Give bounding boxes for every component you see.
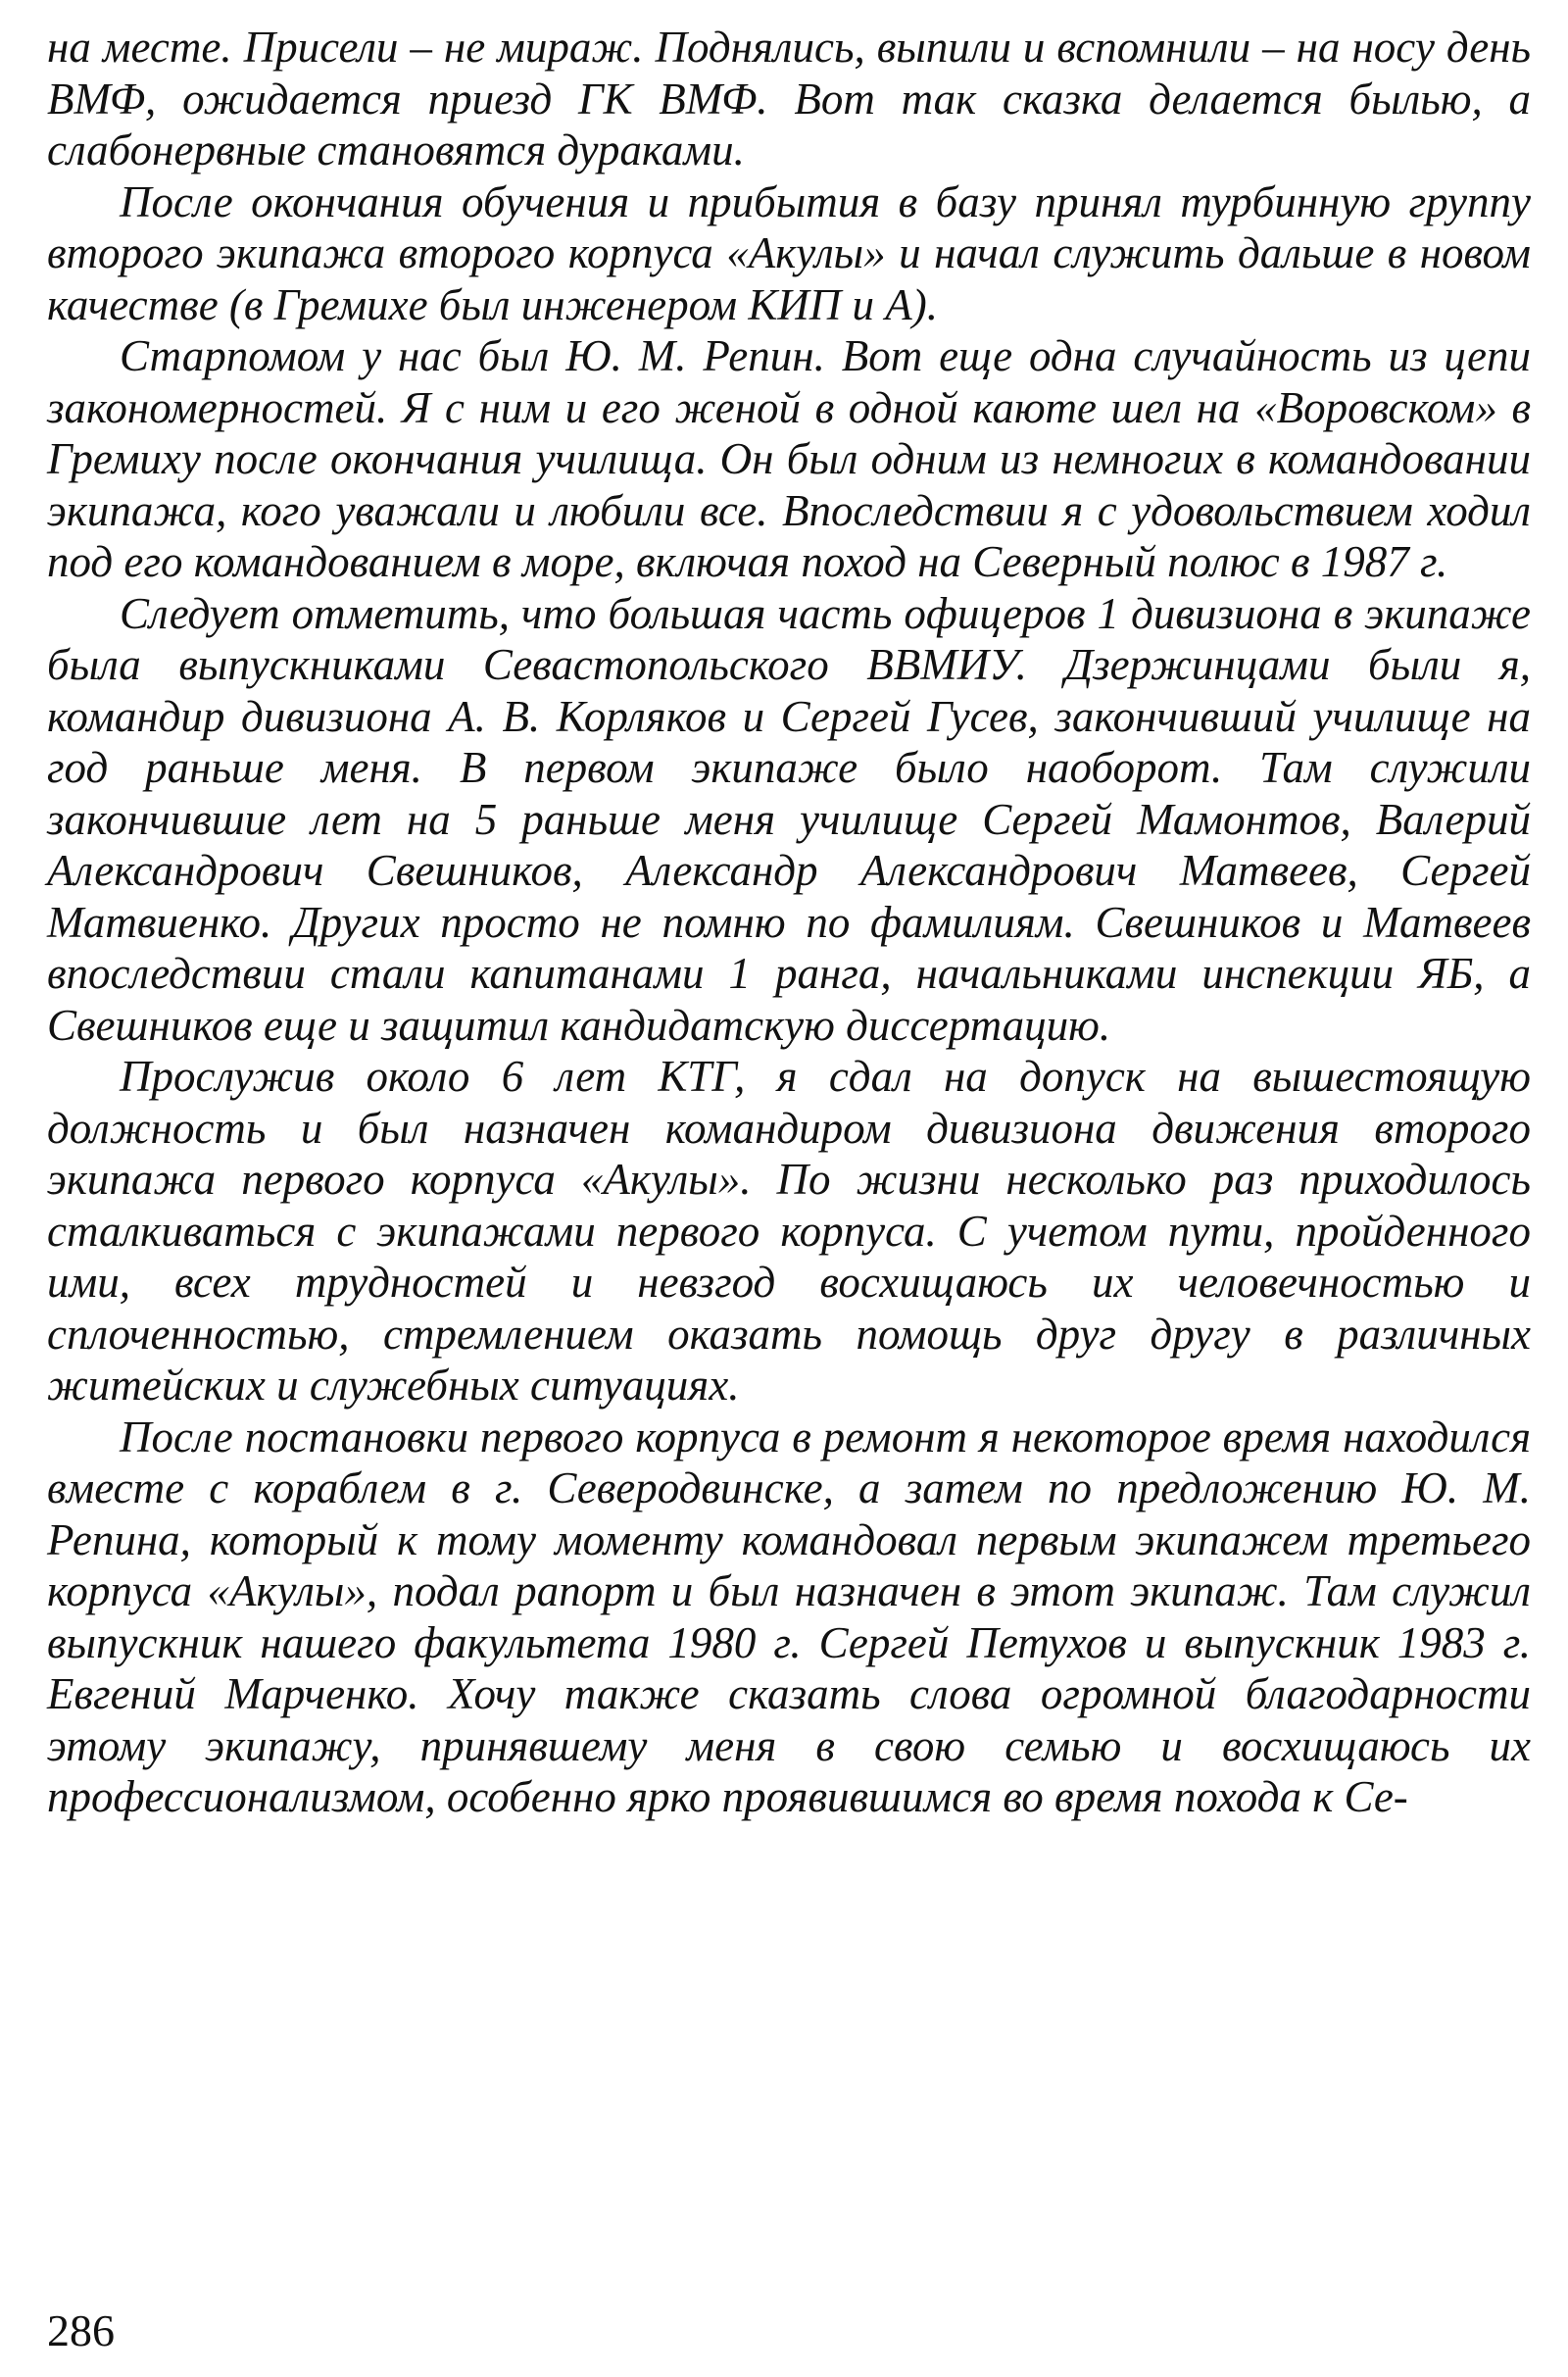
paragraph-promotion: Прослужив около 6 лет КТГ, я сдал на допуск на вышестоящую должность и был назначен командиром дивизиона движения второго экипажа первого корпуса «Акулы». По жизни несколько раз приходилось сталкиваться с экипажами первого корпуса. С учетом пути, пройденного ими, всех трудностей и невзгод восхищаюсь их человечностью и сплоченностью, стремлением оказать помощь друг другу в различных житейских и служебных ситуациях. <box>47 1052 1531 1410</box>
book-page <box>47 22 1531 2354</box>
page-number: 286 <box>47 2305 115 2355</box>
paragraph-officers: Следует отметить, что большая часть офицеров 1 дивизиона в экипаже была выпускниками Севастопольского ВВМИУ. Дзержинцами были я, командир дивизиона А. В. Корляков и Сергей Гусев, закончивший училище на год раньше меня. В первом экипаже было наоборот. Там служили закончившие лет на 5 раньше меня училище Сергей Мамонтов, Валерий Александрович Свешников, Александр Александрович Матвеев, Сергей Матвиенко. Других просто не помню по фамилиям. Свешников и Матвеев впоследствии стали капитанами 1 ранга, начальниками инспекции ЯБ, а Свешников еще и защитил кандидатскую диссертацию. <box>47 588 1531 1050</box>
paragraph-repin: Старпомом у нас был Ю. М. Репин. Вот еще одна случайность из цепи закономерностей. Я с ним и его женой в одной каюте шел на «Воровском» в Гремиху после окончания училища. Он был одним из немногих в командовании экипажа, кого уважали и любили все. Впоследствии я с удовольствием ходил под его командованием в море, включая поход на Северный полюс в 1987 г. <box>47 331 1531 586</box>
paragraph-training: После окончания обучения и прибытия в базу принял турбинную группу второго экипажа второго корпуса «Акулы» и начал служить дальше в новом качестве (в Гремихе был инженером КИП и А). <box>47 176 1531 329</box>
paragraph-continuation: на месте. Присели – не мираж. Поднялись, выпили и вспомнили – на носу день ВМФ, ожидается приезд ГК ВМФ. Вот так сказка делается былью, а слабонервные становятся дураками. <box>47 23 1531 174</box>
paragraph-transfer: После постановки первого корпуса в ремонт я некоторое время находился вместе с кораблем в г. Северодвинске, а затем по предложению Ю. М. Репина, который к тому моменту командовал первым экипажем третьего корпуса «Акулы», подал рапорт и был назначен в этот экипаж. Там служил выпускник нашего факультета 1980 г. Сергей Петухов и выпускник 1983 г. Евгений Марченко. Хочу также сказать слова огромной благодарности этому экипажу, принявшему меня в свою семью и восхищаюсь их профессионализмом, особенно ярко проявившимся во время похода к Се- <box>47 1411 1531 1821</box>
